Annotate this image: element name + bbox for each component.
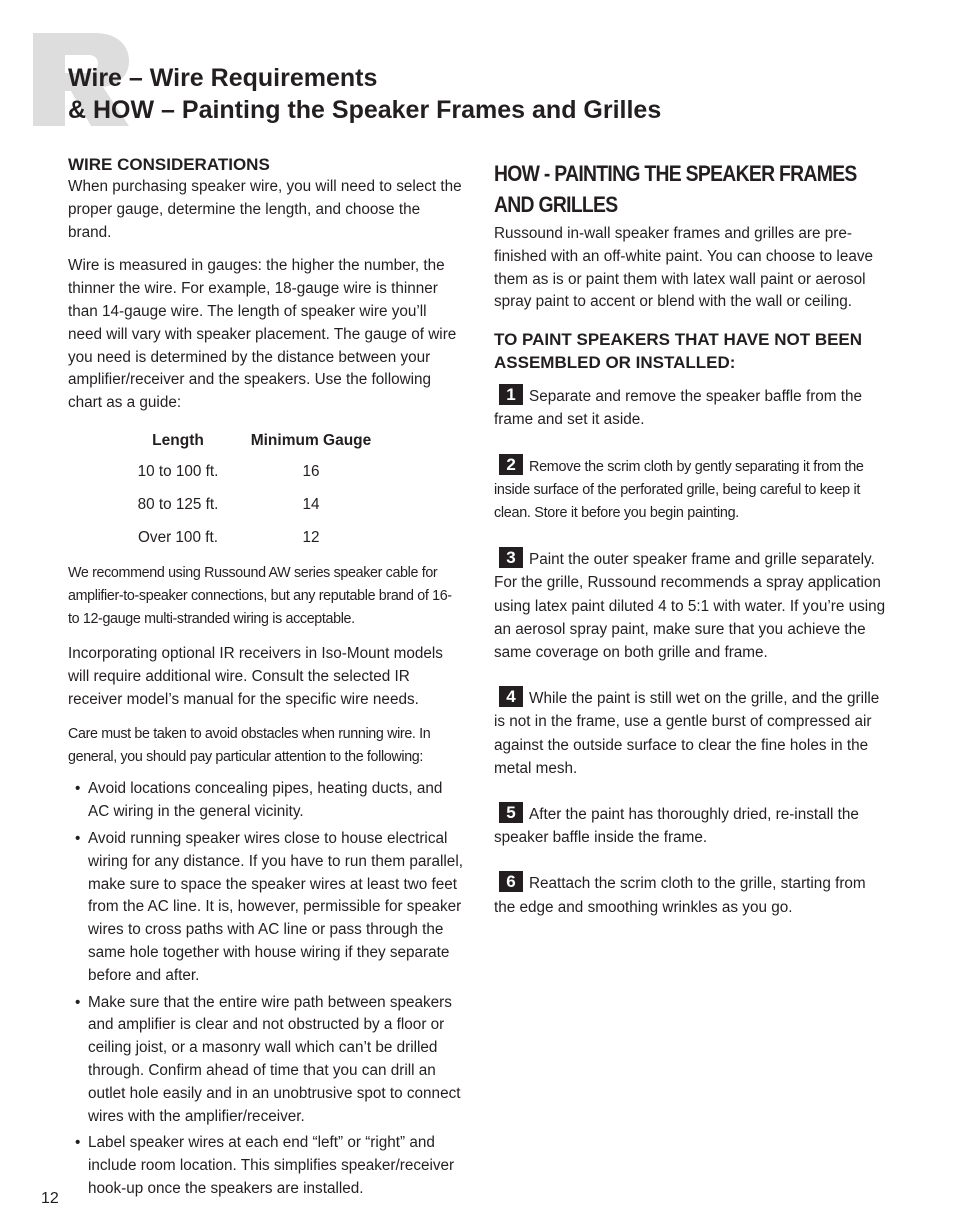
painting-column [494,154,889,941]
table-cell-length: 10 to 100 ft. [137,463,219,481]
table-cell-gauge: 14 [302,496,320,514]
step-3 [494,547,889,664]
page-title [68,62,661,126]
table-cell-length: 80 to 125 ft. [137,496,219,514]
bullet-icon: • [75,829,81,847]
step-text: While the paint is still wet on the grille, and the grille is not in the frame, use a gentle burst of compressed air against the outside surface to clear the fine holes in the metal mesh. [494,690,880,777]
table-cell-gauge: 16 [302,463,320,481]
list-item-text: Avoid running speaker wires close to house electrical wiring for any distance. If you have to run them parallel, make sure to space the speaker wires at least two feet from the AC line. It is, however, permissible for speaker wires to cross paths with AC line or pass through the same hole together with house wiring if they separate before and after. [88,829,463,984]
wire-intro-paragraph: When purchasing speaker wire, you will need to select the proper gauge, determine the length, and choose the brand. [68,178,462,241]
bullet-icon: • [75,1134,81,1152]
step-2 [494,454,889,526]
step-number-badge: 1 [499,384,523,405]
table-row [125,456,391,489]
list-item-text: Label speaker wires at each end “left” or “right” and include room location. This simplifies speaker/receiver hook-up once the speakers are installed. [88,1134,455,1197]
step-text: Paint the outer speaker frame and grille separately. For the grille, Russound recommends a spray application using latex paint diluted 4 to 5:1 with water. If you’re using an aerosol spray paint, make sure that you achieve the same coverage on both grille and frame. [494,551,886,662]
step-1 [494,384,889,431]
bullet-icon: • [75,780,81,798]
wire-gauge-table [125,426,391,555]
step-5 [494,802,889,849]
step-number-badge: 4 [499,686,523,707]
wire-obstacle-list [68,778,463,1200]
table-row [125,489,391,522]
step-6 [494,871,889,918]
table-header-row [125,426,391,456]
step-text: Reattach the scrim cloth to the grille, starting from the edge and smoothing wrinkles as you go. [494,875,866,916]
step-number-badge: 5 [499,802,523,823]
list-item [68,778,463,824]
wire-gauge-paragraph: Wire is measured in gauges: the higher the number, the thinner the wire. For example, 18-gauge wire is thinner than 14-gauge wire. The length of speaker wire you’ll need will vary with speaker placement. The gauge of wire you need is determined by the distance between your amplifier/receiver and the speakers. Use the following chart as a guide: [68,257,457,412]
step-text: Remove the scrim cloth by gently separating it from the inside surface of the perforated grille, being careful to keep it clean. Store it before you begin painting. [494,458,864,521]
care-paragraph: Care must be taken to avoid obstacles when running wire. In general, you should pay particular attention to the following: [68,725,431,765]
wire-considerations-column [68,154,463,1205]
painting-intro-paragraph: Russound in-wall speaker frames and grilles are pre-finished with an off-white paint. You can choose to leave them as is or paint them with latex wall paint or aerosol spray paint to accent or blend with the wall or ceiling. [494,225,874,311]
title-line-1: Wire – Wire Requirements [68,64,378,92]
table-cell-length: Over 100 ft. [138,529,218,547]
list-item [68,992,463,1129]
list-item [68,1132,463,1200]
bullet-icon: • [75,993,81,1011]
step-number-badge: 3 [499,547,523,568]
step-text: Separate and remove the speaker baffle from the frame and set it aside. [494,388,863,429]
list-item-text: Avoid locations concealing pipes, heating ducts, and AC wiring in the general vicinity. [88,780,443,821]
painting-subheading: TO PAINT SPEAKERS THAT HAVE NOT BEEN ASSEMBLED OR INSTALLED: [494,330,863,373]
ir-receiver-paragraph: Incorporating optional IR receivers in Iso-Mount models will require additional wire. Consult the selected IR receiver model’s manual for the specific wire needs. [68,645,443,708]
list-item-text: Make sure that the entire wire path between speakers and amplifier is clear and not obstructed by a floor or ceiling joist, or a masonry wall which can’t be drilled through. Confirm ahead of time that you can drill an outlet hole easily and in an unobtrusive spot to connect wires with the amplifier/receiver. [88,993,461,1125]
step-text: After the paint has thoroughly dried, re-install the speaker baffle inside the frame. [494,806,859,847]
table-header-length: Length [152,431,204,449]
title-line-2: & HOW – Painting the Speaker Frames and Grilles [68,96,662,124]
step-number-badge: 6 [499,871,523,892]
list-item [68,828,463,988]
table-header-minimum-gauge: Minimum Gauge [250,431,372,449]
painting-heading: HOW - PAINTING THE SPEAKER FRAMES AND GRILLES [494,161,857,217]
step-number-badge: 2 [499,454,523,475]
wire-considerations-heading: WIRE CONSIDERATIONS [68,155,270,174]
cable-recommendation-paragraph: We recommend using Russound AW series speaker cable for amplifier-to-speaker connections, but any reputable brand of 16- to 12-gauge multi-stranded wiring is acceptable. [68,564,452,627]
table-row [125,522,391,555]
page-number: 12 [41,1190,59,1207]
step-4 [494,686,889,780]
table-cell-gauge: 12 [302,529,320,547]
